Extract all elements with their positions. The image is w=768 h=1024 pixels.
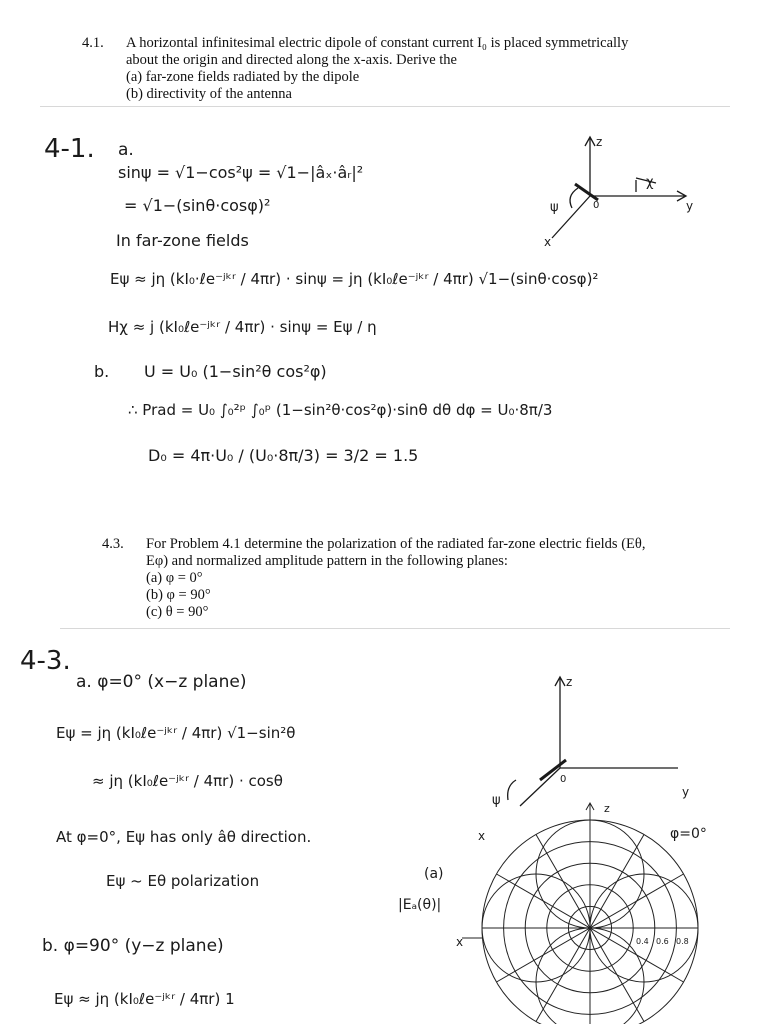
polar-ring (547, 885, 633, 971)
polar-phi-label: φ=0° (670, 826, 707, 842)
polar-spoke (536, 835, 644, 1022)
polar-case-label: (a) (424, 866, 444, 882)
problem-line: about the origin and directed along the x-axis. Derive the (126, 52, 457, 68)
polar-x-label: x (456, 935, 464, 949)
divider (40, 106, 730, 107)
problem-number: 4.1. (82, 35, 104, 51)
axis-label-z: z (596, 135, 603, 149)
equation: Hχ ≈ j (kI₀ℓe⁻ʲᵏʳ / 4πr) · sinψ = Eψ / η (108, 318, 377, 336)
pattern-lobe (590, 874, 698, 982)
polar-magnitude-label: |Eₐ(θ)| (398, 897, 442, 913)
axis-label-y: y (686, 199, 694, 213)
solution-label: 4-3. (20, 646, 71, 676)
polar-tick-label: 0.4 (636, 937, 649, 946)
polar-ring (482, 820, 698, 1024)
polar-spoke (497, 874, 684, 982)
psi-label: ψ (492, 793, 501, 808)
psi-label: ψ (550, 200, 559, 215)
problem-part-a: (a) far-zone fields radiated by the dipole (126, 69, 360, 85)
note-text: At φ=0°, Eψ has only âθ direction. (56, 828, 312, 846)
equation: Eψ ≈ jη (kI₀·ℓe⁻ʲᵏʳ / 4πr) · sinψ = jη (kI₀ℓe⁻ʲᵏʳ / 4πr) √1−(sinθ·cosφ)² (110, 270, 599, 288)
problem-part-c: (c) θ = 90° (146, 604, 209, 620)
equation: U = U₀ (1−sin²θ cos²φ) (144, 362, 327, 381)
problem-part-b: (b) φ = 90° (146, 587, 211, 603)
polar-spoke (497, 874, 684, 982)
equation: Eψ ≈ jη (kI₀ℓe⁻ʲᵏʳ / 4πr) 1 (54, 990, 235, 1008)
equation: ≈ jη (kI₀ℓe⁻ʲᵏʳ / 4πr) · cosθ (92, 772, 283, 790)
equation: ∴ Prad = U₀ ∫₀²ᵖ ∫₀ᵖ (1−sin²θ·cos²φ)·sinθ dθ dφ = U₀·8π/3 (128, 401, 553, 419)
chi-label: χ (646, 175, 654, 190)
problem-number: 4.3. (102, 536, 124, 552)
note-text: In far-zone fields (116, 231, 249, 250)
pattern-lobe (536, 820, 644, 928)
polar-tick-label: 0.8 (676, 937, 689, 946)
problem-line: A horizontal infinitesimal electric dipole of constant current I₀ is placed symmetrically (126, 35, 629, 51)
polar-ring (568, 906, 611, 949)
equation: sinψ = √1−cos²ψ = √1−|âₓ·âᵣ|² (118, 163, 364, 182)
pattern-lobe (482, 874, 590, 982)
polar-ring (525, 863, 655, 993)
problem-text (126, 35, 716, 103)
solution-label: 4-1. (44, 134, 95, 164)
problem-text (146, 536, 736, 621)
axis-label-y: y (682, 785, 690, 799)
polar-spoke (536, 835, 644, 1022)
problem-part-b: (b) directivity of the antenna (126, 86, 292, 102)
problem-part-a: (a) φ = 0° (146, 570, 203, 586)
part-b-text: b. φ=90° (y−z plane) (42, 936, 224, 956)
note-text: Eψ ~ Eθ polarization (106, 872, 260, 890)
part-a-label: a. (118, 140, 134, 160)
polar-z-arrow (586, 803, 594, 810)
equation: D₀ = 4π·U₀ / (U₀·8π/3) = 3/2 = 1.5 (148, 446, 419, 465)
axis-label-z: z (566, 675, 573, 689)
equation: = √1−(sinθ·cosφ)² (124, 196, 271, 215)
origin-label: 0 (560, 774, 567, 785)
polar-ring (504, 842, 677, 1015)
problem-line: Eφ) and normalized amplitude pattern in the following planes: (146, 553, 508, 569)
polar-z-label: z (604, 802, 610, 815)
polar-tick-label: 0.6 (656, 937, 669, 946)
part-a-text: a. φ=0° (x−z plane) (76, 672, 247, 692)
axis-label-x: x (544, 235, 552, 249)
equation: Eψ = jη (kI₀ℓe⁻ʲᵏʳ / 4πr) √1−sin²θ (56, 724, 296, 742)
part-b-label: b. (94, 362, 110, 381)
divider (60, 628, 730, 629)
axis-label-x: x (478, 829, 486, 843)
problem-line: For Problem 4.1 determine the polarization of the radiated far-zone electric fields (Eθ, (146, 536, 646, 552)
pattern-lobe (536, 928, 644, 1024)
origin-label: 0 (593, 200, 600, 211)
